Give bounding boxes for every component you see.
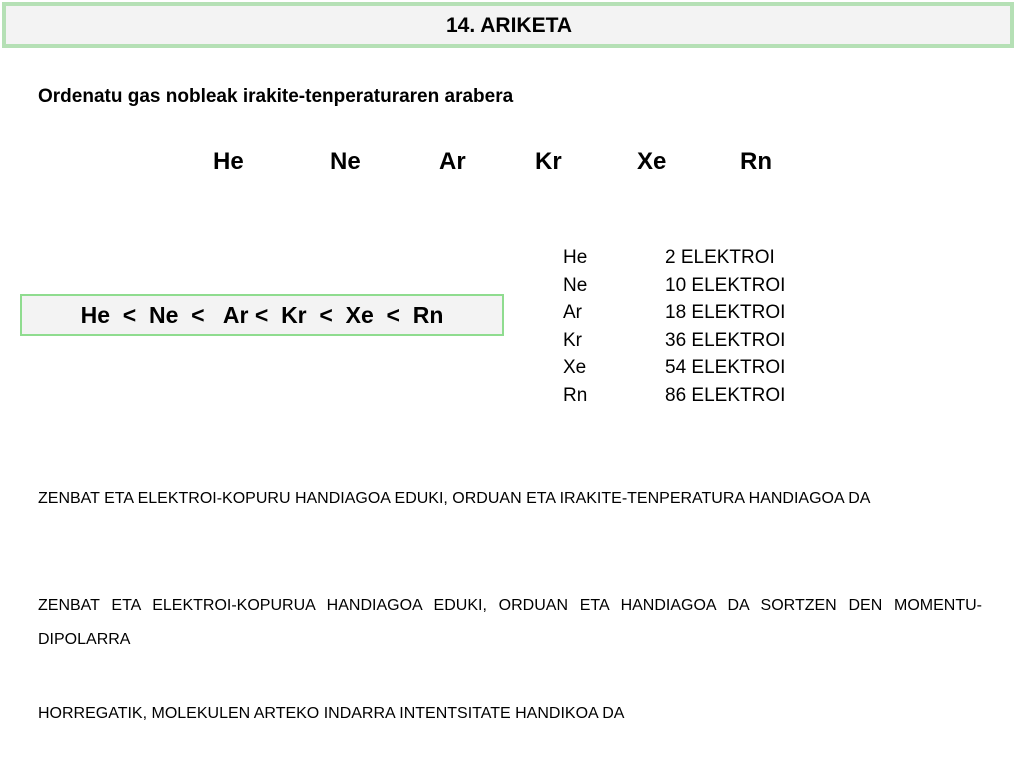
element-symbol: Ar (563, 302, 582, 323)
element-symbol: He (563, 247, 588, 268)
electron-count: 36 ELEKTROI (665, 329, 786, 351)
paragraph-conclusion: HORREGATIK, MOLEKULEN ARTEKO INDARRA INTENTSITATE HANDIKOA DA (38, 705, 625, 722)
gas-list (0, 148, 1024, 178)
electron-row (563, 354, 785, 382)
electron-count: 86 ELEKTROI (665, 384, 786, 406)
electron-row (563, 244, 785, 272)
gas-ar: Ar (439, 148, 466, 175)
gas-he: He (213, 148, 244, 175)
order-answer-box: He < Ne < Ar < Kr < Xe < Rn (20, 294, 504, 336)
paragraph-electron-boiling: ZENBAT ETA ELEKTROI-KOPURU HANDIAGOA EDUKI, ORDUAN ETA IRAKITE-TENPERATURA HANDIAGOA DA (38, 490, 871, 507)
electron-count: 10 ELEKTROI (665, 274, 786, 296)
paragraph-electron-dipole: ZENBAT ETA ELEKTROI-KOPURUA HANDIAGOA EDUKI, ORDUAN ETA HANDIAGOA DA SORTZEN DEN MOMENTU-DIPOLARRA (38, 597, 982, 648)
electron-count: 54 ELEKTROI (665, 357, 786, 378)
gas-rn: Rn (740, 148, 772, 175)
gas-kr: Kr (535, 148, 562, 175)
electron-row (563, 382, 785, 410)
electron-row (563, 272, 785, 300)
electron-row (563, 299, 785, 327)
electron-table (563, 244, 785, 409)
electron-count: 2 ELEKTROI (665, 247, 775, 268)
element-symbol: Xe (563, 357, 587, 378)
electron-count: 18 ELEKTROI (665, 302, 786, 323)
element-symbol: Kr (563, 329, 582, 351)
page-title: 14. ARIKETA (445, 14, 573, 37)
element-symbol: Ne (563, 274, 588, 296)
title-bar (2, 2, 1014, 48)
gas-xe: Xe (637, 148, 667, 175)
instruction-text: Ordenatu gas nobleak irakite-tenperaturaren arabera (38, 86, 514, 107)
electron-row (563, 327, 785, 355)
element-symbol: Rn (563, 384, 588, 406)
gas-ne: Ne (330, 148, 361, 175)
